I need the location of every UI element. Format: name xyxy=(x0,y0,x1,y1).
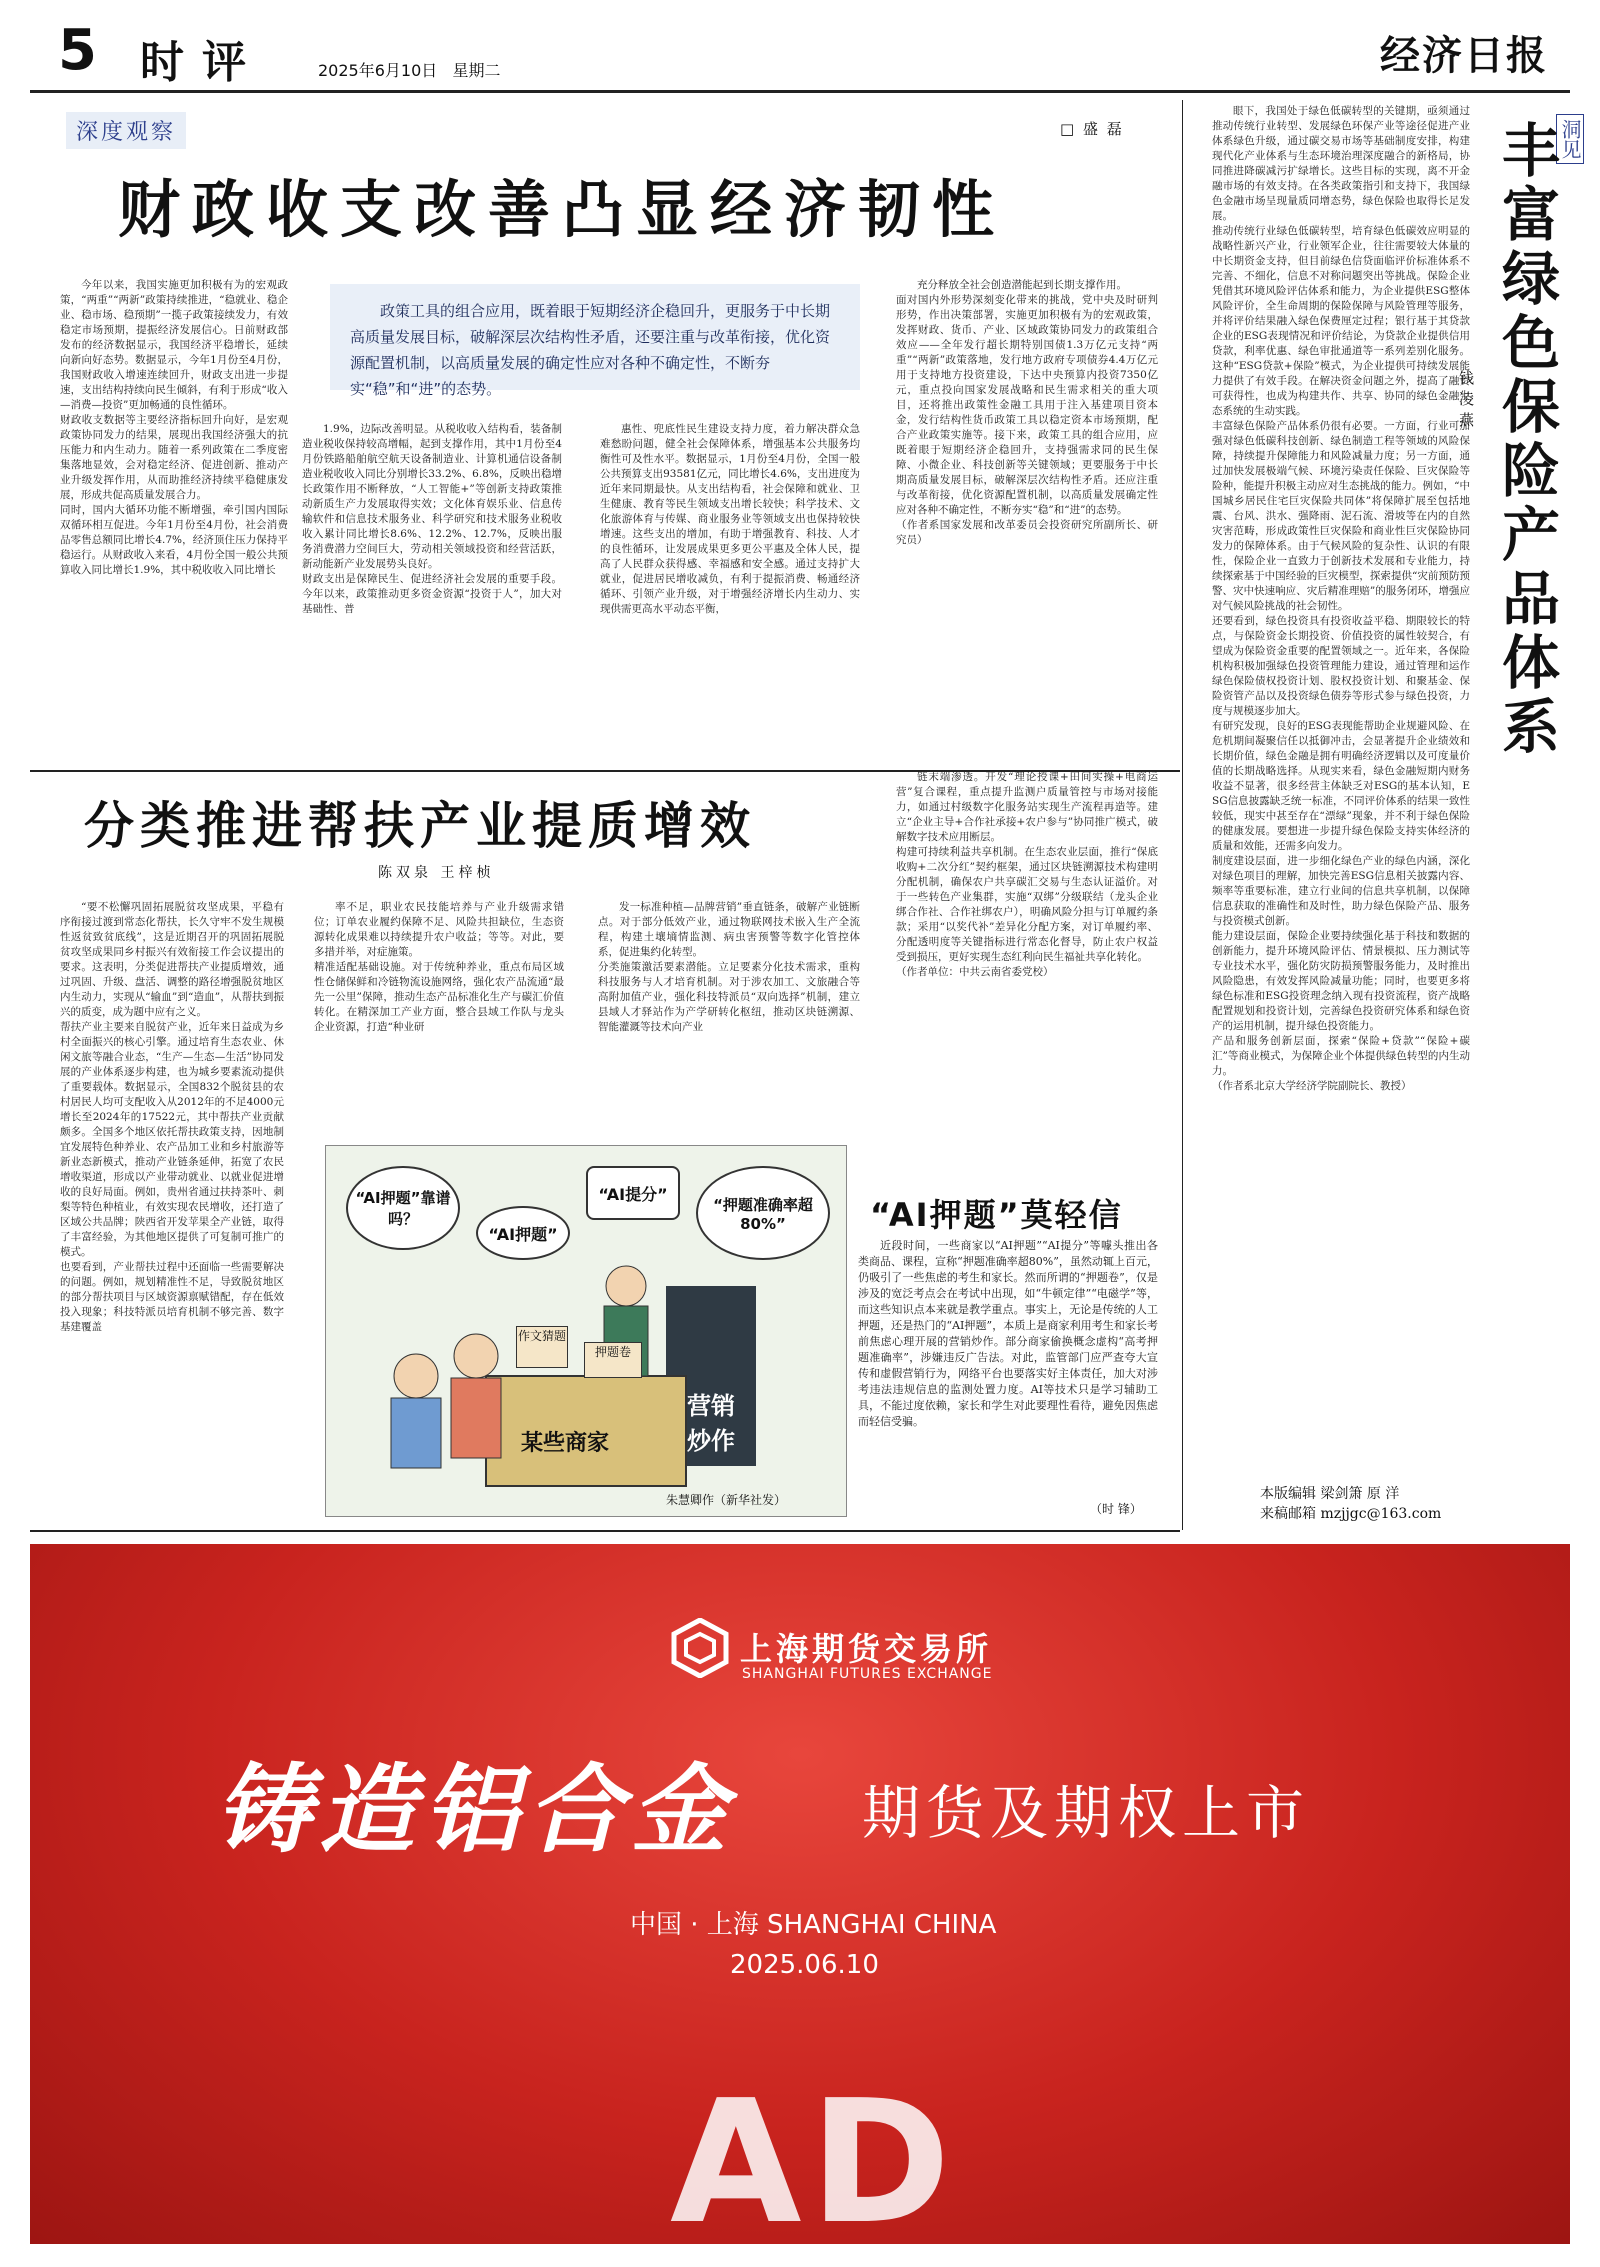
cartoon-bubble-accuracy: “押题准确率超80%” xyxy=(696,1166,830,1260)
commentary-signature: （时 锋） xyxy=(1090,1502,1142,1516)
cartoon-illustration xyxy=(325,1145,847,1517)
ad-headline: 铸造铝合金 xyxy=(215,1753,735,1866)
exchange-name-cn: 上海期货交易所 xyxy=(740,1630,993,1668)
article1-column-2: 1.9%，边际改善明显。从税收收入结构看，装备制造业税收保持较高增幅，起到支撑作用，其中1月份至4月份铁路船舶航空航天设备制造业、计算机通信设备制造业税收收入同比分别增长33.2%、6.8%，反映出稳增长政策作用不断释放，“人工智能+”等创新支持政策推动新质生产力发展取得实效；文化体育娱乐业、信息传输软件和信息技术服务业、科学研究和技术服务业税收收入累计同比增长8.6%、12.2%、12.7%，反映出服务消费潜力空间巨大，劳动相关领域投资和经营活跃，新动能新产业发展势头良好。 财政支出是保障民生、促进经济社会发展的重要手段。今年以来，政策推动更多资金资源“投资于人”，加大对基础性、普 xyxy=(302,423,562,615)
ad-location: 中国 · 上海 SHANGHAI CHINA xyxy=(630,1910,997,1940)
article1-column-3: 惠性、兜底性民生建设支持力度，着力解决群众急难愁盼问题，健全社会保障体系，增强基本公共服务均衡性可及性水平。数据显示，1月份至4月份，全国一般公共预算支出93581亿元，同比增长4.6%，支出进度为近年来同期最快。从支出结构看，社会保障和就业、卫生健康、教育等民生领域支出增长较快；科学技术、文化旅游体育与传媒、商业服务业等领域支出也保持较快增速。这些支出的增加，有助于增强教育、科技、人才的良性循环，让发展成果更多更公平惠及全体人民，提高了人民群众获得感、幸福感和安全感。通过支持扩大就业，促进居民增收减负，有利于提振消费、畅通经济循环、引领产业升级，对于增强经济增长内生动力、实现供需更高水平动态平衡， xyxy=(600,423,860,615)
cartoon-box-paper: 押题卷 xyxy=(584,1342,642,1378)
newspaper-logo: 经济日报 xyxy=(1380,32,1548,79)
section-tag: 深度观察 xyxy=(66,112,186,149)
cartoon-bubble-ai-predict: “AI押题” xyxy=(476,1206,570,1260)
submission-email: 来稿邮箱 mzjjgc@163.com xyxy=(1260,1506,1442,1522)
section-name: 时评 xyxy=(140,37,264,88)
advertisement-banner[interactable] xyxy=(30,1544,1570,2244)
editors-line: 本版编辑 梁剑箫 原 洋 xyxy=(1260,1486,1400,1502)
exchange-name-en: SHANGHAI FUTURES EXCHANGE xyxy=(742,1666,993,1682)
article2-column-1: “要不松懈巩固拓展脱贫攻坚成果，平稳有序衔接过渡到常态化帮扶，长久守牢不发生规模性返贫致贫底线”，这是近期召开的巩固拓展脱贫攻坚成果同乡村振兴有效衔接工作会议提出的要求。这表明，分类促进帮扶产业提质增效，通过巩固、升级、盘活、调整的路径增强脱贫地区内生动力，实现从“输血”到“造血”，从帮扶到振兴的质变，成为题中应有之义。 帮扶产业主要来自脱贫产业，近年来日益成为乡村全面振兴的核心引擎。通过培育生态农业、休闲文旅等融合业态，“生产—生态—生活”协同发展的产业体系逐步构建，也为城乡要素流动提供了重要载体。数据显示，全国832个脱贫县的农村居民人均可支配收入从2012年的不足4000元增长至2024年的17522元，其中帮扶产业贡献颇多。全国多个地区依托帮扶政策支持，因地制宜发展特色种养业、农产品加工业和乡村旅游等新业态新模式，推动产业链条延伸，拓宽了农民增收渠道，形成以产业带动就业、以就业促进增收的良好局面。例如，贵州省通过扶持茶叶、刺梨等特色种植业，有效实现农民增收，还打造了区域公共品牌；陕西省开发苹果全产业链，取得了丰富经验，为其他地区提供了可复制可推广的模式。 也要看到，产业帮扶过程中还面临一些需要解决的问题。例如，规划精准性不足，导致脱贫地区的部分帮扶项目与区域资源禀赋错配，存在低效投入现象；科技特派员培育机制不够完善、数字基建覆盖 xyxy=(60,901,284,1333)
commentary-body: 近段时间，一些商家以“AI押题”“AI提分”等噱头推出各类商品、课程，宣称“押题准确率超80%”，虽然动辄上百元，仍吸引了一些焦虑的考生和家长。然而所谓的“押题卷”，仅是涉及的宽泛考点会在考试中出现，如“牛顿定律”“电磁学”等，而这些知识点本来就是教学重点。事实上，无论是传统的人工押题，还是热门的“AI押题”，本质上是商家利用考生和家长考前焦虑心理开展的营销炒作。部分商家偷换概念虚构“高考押题准确率”，涉嫌违反广告法。对此，监管部门应严查夸大宣传和虚假营销行为，网络平台也要落实好主体责任，加大对涉考违法违规信息的监测处置力度。AI等技术只是学习辅助工具，不能过度依赖，家长和学生对此要理性看待，避免因焦虑而轻信受骗。 xyxy=(858,1239,1158,1428)
article2-column-3: 发一标准种植—品牌营销”垂直链条，破解产业链断点。对于部分低效产业，通过物联网技术嵌入生产全流程，构建土壤墒情监测、病虫害预警等数字化管控体系，促进集约化转型。 分类施策激活要素潜能。立足要素分化技术需求，重构科技服务与人才培育机制。对于涉农加工、文旅融合等高附加值产业，强化科技特派员“双向选择”机制，建立县域人才驿站作为产学研转化枢纽，推动区块链溯源、智能灌溉等技术向产业 xyxy=(598,901,860,1033)
exchange-logo-icon xyxy=(670,1618,730,1678)
issue-date xyxy=(318,58,501,81)
cartoon-bubble-ai-score: “AI提分” xyxy=(586,1166,680,1220)
cartoon-credit: 朱慧卿作（新华社发） xyxy=(666,1493,787,1507)
cartoon-marketing-sign: 营销炒作 xyxy=(687,1392,735,1455)
article2-column-2: 率不足，职业农民技能培养与产业升级需求错位；订单农业履约保障不足、风险共担缺位，生态资源转化成果难以持续提升农户收益；等等。对此，要多措并举，对症施策。 精准适配基础设施。对于传统种养业，重点布局区域性仓储保鲜和冷链物流设施网络，强化农产品流通“最先一公里”保障，推动生态产品标准化生产与碳汇价值转化。在精深加工产业方面，整合县域工作队与龙头企业资源，打造“种业研 xyxy=(314,901,564,1033)
cartoon-shop-sign: 某些商家 xyxy=(521,1431,610,1456)
article2-byline: 陈双泉 王梓桢 xyxy=(378,865,495,881)
article2-headline: 分类推进帮扶产业提质增效 xyxy=(84,796,756,855)
cartoon-bubble-question: “AI押题”靠谱吗？ xyxy=(346,1166,460,1250)
bottom-left-rule xyxy=(30,1530,1180,1532)
article3-tag: 洞见 xyxy=(1556,114,1584,164)
article1-column-1: 今年以来，我国实施更加积极有为的宏观政策，“两重”“两新”政策持续推进，“稳就业、稳企业、稳市场、稳预期”一揽子政策接续发力，有效稳定市场预期，提振经济发展信心。日前财政部发布的经济数据显示，我国经济平稳增长，延续向新向好态势。数据显示，今年1月份至4月份，我国财政收入增速连续回升，财政支出进一步提速，支出结构持续向民生倾斜，有利于形成“收入—消费—投资”更加畅通的良性循环。 财政收支数据等主要经济指标回升向好，是宏观政策协同发力的结果，展现出我国经济强大的抗压能力和内生动力。随着一系列政策在二季度密集落地显效，会对稳定经济、促进创新、推动产业升级发挥作用，从而助推经济持续平稳健康发展，形成共促高质量发展合力。 同时，国内大循环功能不断增强，牵引国内国际双循环相互促进。今年1月份至4月份，社会消费品零售总额同比增长4.7%，经济顶住压力保持平稳运行。从财政收入来看，4月份全国一般公共预算收入同比增长1.9%，其中税收收入同比增长 xyxy=(60,279,288,576)
article1-summary: 政策工具的组合应用，既着眼于短期经济企稳回升，更服务于中长期高质量发展目标，破解深层次结构性矛盾，还要注重与改革衔接，优化资源配置机制，以高质量发展的确定性应对各种不确定性，不断夯实“稳”和“进”的态势。 xyxy=(330,284,860,390)
weekday-text: 星期二 xyxy=(452,61,501,80)
ad-label: AD xyxy=(670,2064,959,2244)
article3-author: 钱凌燕 xyxy=(1457,370,1475,433)
masthead-rule xyxy=(30,90,1570,93)
ad-date: 2025.06.10 xyxy=(730,1950,879,1980)
page-number: 5 xyxy=(58,18,97,83)
article3-headline: 丰富绿色保险产品体系 xyxy=(1492,120,1560,760)
article2-column-4: 链末端渗透。开发“理论授课+田间实操+电商运营”复合课程，重点提升监测户质量管控与市场对接能力，如通过村级数字化服务站实现生产流程再造等。建立“企业主导+合作社承接+农户参与”协同推广模式，破解数字技术应用断层。 构建可持续利益共享机制。在生态农业层面，推行“保底收购+二次分红”契约框架，通过区块链溯源技术构建明分配机制，确保农户共享碳汇交易与生态认证溢价。对于一些转色产业集群，实施“双绑”分级联结（龙头企业绑合作社、合作社绑农户），明确风险分担与订单履约条款；采用“以奖代补”差异化分配方案，对订单履约率、分配透明度等关键指标进行常态化督导，防止农户权益受到损压，更好实现生态红利向民生福祉共享化转化。 （作者单位：中共云南省委党校） xyxy=(896,771,1158,978)
date-text: 2025年6月10日 xyxy=(318,61,438,80)
ad-subheadline: 期货及期权上市 xyxy=(862,1779,1311,1847)
right-column-divider xyxy=(1182,100,1183,1530)
cartoon-box-essay: 作文猜题 xyxy=(516,1326,568,1368)
article1-column-4: 充分释放全社会创造潜能起到长期支撑作用。 面对国内外形势深刻变化带来的挑战，党中央及时研判形势，作出决策部署，实施更加积极有为的宏观政策，发挥财政、货币、产业、区域政策协同发力的政策组合效应——全年发行超长期特别国债1.3万亿元支持“两重”“两新”政策落地，发行地方政府专项债券4.4万亿元用于支持地方投资建设，下达中央预算内投资7350亿元，重点投向国家发展战略和民生需求相关的重大项目，还将推出政策性金融工具用于注入基建项目资本金，发行结构性货币政策工具以稳定资本市场预期，配合产业政策实施等。接下来，政策工具的组合应用，应既着眼于短期经济企稳回升，支持强需求同的民生保障、小微企业、科技创新等关键领域；更要服务于中长期高质量发展目标，破解深层次结构性矛盾。还应注重与改革衔接，优化资源配置机制，以高质量发展确定性应对各种不确定性，不断夯实“稳”和“进”的态势。 （作者系国家发展和改革委员会投资研究所副所长、研究员） xyxy=(896,279,1158,546)
article1-author: □ 盛 磊 xyxy=(1060,120,1124,138)
article1-headline: 财政收支改善凸显经济韧性 xyxy=(118,173,1007,246)
article3-body: 眼下，我国处于绿色低碳转型的关键期，亟须通过推动传统行业转型、发展绿色环保产业等途径促进产业体系绿色升级，通过碳交易市场等基础制度安排，构建现代化产业体系与生态环境治理深度融合的新格局，协同推进降碳减污扩绿增长。这些目标的实现，离不开金融市场的有效支持。在各类政策指引和支持下，我国绿色金融市场呈现量质同增态势，绿色保险也取得长足发展。 推动传统行业绿色低碳转型，培育绿色低碳效应明显的战略性新兴产业，行业领军企业，往往需要较大体量的中长期资金支持，但目前绿色信贷面临评价标准体系不完善、不细化，信息不对称问题突出等挑战。保险企业凭借其环境风险评估体系和能力，为企业提供ESG整体风险评价，全生命周期的保险保障与风险管理等服务，并将评价结果融入绿色保费厘定过程；银行基于其贷款企业的ESG表现情况和评价结论，为贷款企业提供信用贷款，利率优惠、绿色审批通道等一系列差别化服务。这种“ESG贷款+保险”模式，为企业提供可持续发展能力提供了有效手段。在解决资金问题之外，提高了融资可获得性，也成为构建共作、共享、协同的绿色金融生态系统的生动实践。 丰富绿色保险产品体系仍很有必要。一方面，行业可加强对绿色低碳科技创新、绿色制造工程等领域的风险保障，持续提升保障能力和风险减量力度；另一方面，通过加快发展极端气候、环境污染责任保险、巨灾保险等险种，能提升积极主动应对生态挑战的能力。例如，“中国城乡居民住宅巨灾保险共同体”将保障扩展至包括地震、台风、洪水、强降雨、泥石流、滑坡等在内的自然灾害范畴，形成政策性巨灾保险和商业性巨灾保险协同发力的保障体系。由于气候风险的复杂性、认识的有限性，保险企业一直致力于创新技术发展和专业能力，持续探索基于中国经验的巨灾模型，探索提供“灾前预防预警、灾中快速响应、灾后精准理赔”的服务闭环，增强应对气候风险挑战的社会韧性。 还要看到，绿色投资具有投资收益平稳、期限较长的特点，与保险资金长期投资、价值投资的属性较契合，有望成为保险资金重要的配置领域之一。近年来，各保险机构积极加强绿色投资管理能力建设，通过管理和运作绿色保险债权投资计划、股权投资计划、和聚基金、保险资管产品以及投资绿色债券等形式参与绿色投资，力度与规模逐步加大。 有研究发现，良好的ESG表现能帮助企业规避风险、在危机期间凝聚信任以抵御冲击，会显著提升企业绩效和长期价值，绿色金融是拥有明确经济逻辑以及可度量价值的长期战略选择。从现实来看，绿色金融短期内财务收益不显著，很多经营主体缺乏对ESG的基本认知，ESG信息披露缺乏统一标准，不同评价体系的结果一致性较低，现实中甚至存在“漂绿”现象，并不利于绿色保险的健康发展。要想进一步提升绿色保险支持实体经济的质量和效能，还需多向发力。 制度建设层面，进一步细化绿色产业的绿色内涵，深化对绿色项目的理解，加快完善ESG信息相关披露内容、频率等重要标准，建立行业间的信息共享机制，以保障信息获取的准确性和及时性，助力绿色保险产品、服务与投资模式创新。 能力建设层面，保险企业要持续强化基于科技和数据的创新能力，提升环境风险评估、情景模拟、压力测试等专业技术水平，强化防灾防损预警服务能力，及时推出风险隐患，有效发挥风险减量功能；同时，也要更多将绿色标准和ESG投资理念纳入现有投资流程，资产战略配置规划和投资计划，完善绿色投资研究体系和绿色资产的运用机制，提升绿色投资能力。 产品和服务创新层面，探索“保险+贷款”“保险+碳汇”等商业模式，为保障企业个体提供绿色转型的内生动力。 （作者系北京大学经济学院副院长、教授） xyxy=(1212,105,1470,1092)
commentary-headline: “AI押题”莫轻信 xyxy=(870,1196,1123,1234)
